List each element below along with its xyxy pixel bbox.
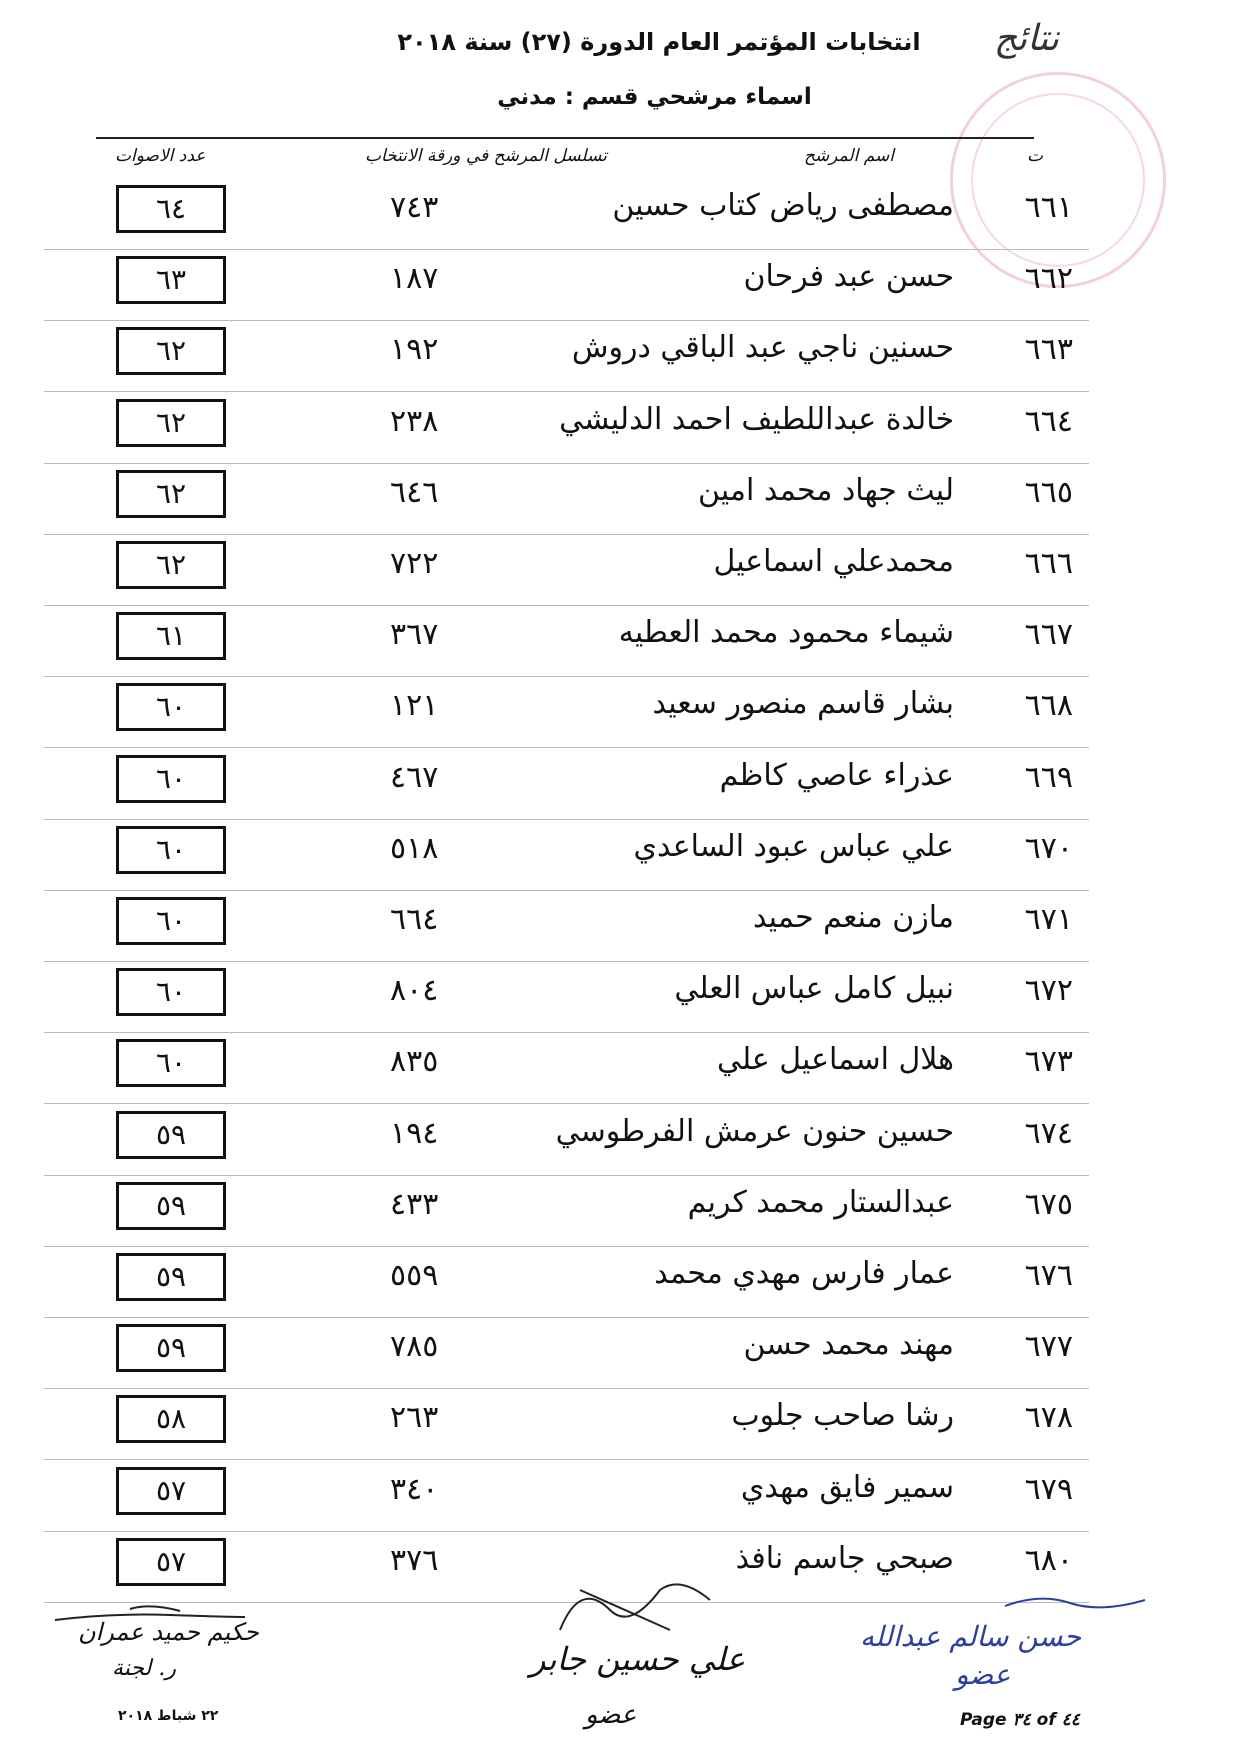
table-row: [0, 392, 1239, 464]
table-row: [0, 1175, 1239, 1247]
candidate-name: خالدة عبداللطيف احمد الدليشي: [559, 401, 954, 437]
candidate-name: رشا صاحب جلوب: [731, 1398, 954, 1434]
ballot-serial: ٦٤٦: [390, 474, 439, 510]
row-number: ٦٨٠: [1024, 1542, 1073, 1578]
vote-count: ٦٢: [116, 470, 226, 518]
center-signature-icon: [540, 1570, 720, 1640]
row-number: ٦٦٩: [1024, 759, 1073, 795]
table-row: [0, 320, 1239, 392]
candidate-name: حسنين ناجي عبد الباقي دروش: [571, 330, 954, 366]
candidate-name: هلال اسماعيل علي: [716, 1042, 954, 1078]
candidate-name: حسين حنون عرمش الفرطوسي: [555, 1113, 954, 1149]
row-number: ٦٦١: [1024, 190, 1073, 225]
table-row: [0, 178, 1239, 250]
table-row: [0, 1032, 1239, 1104]
candidate-name: بشار قاسم منصور سعيد: [652, 686, 954, 722]
row-number: ٦٧٥: [1024, 1186, 1073, 1222]
ballot-serial: ٣٤٠: [390, 1471, 439, 1507]
ballot-serial: ٤٣٣: [390, 1186, 439, 1222]
vote-count: ٥٩: [116, 1182, 226, 1230]
candidate-name: مصطفى رياض كتاب حسين: [612, 188, 954, 223]
page-title: انتخابات المؤتمر العام الدورة (٢٧) سنة ٢٠١٨: [397, 28, 921, 56]
vote-count: ٥٩: [116, 1111, 226, 1159]
column-header-serial: تسلسل المرشح في ورقة الانتخاب: [365, 146, 607, 166]
row-number: ٦٧١: [1024, 902, 1073, 937]
table-row: [0, 961, 1239, 1033]
vote-count: ٥٧: [116, 1538, 226, 1586]
ballot-serial: ٧٢٢: [390, 546, 439, 581]
table-row: [0, 534, 1239, 606]
vote-count: ٦٠: [116, 826, 226, 874]
row-number: ٦٦٤: [1024, 403, 1073, 439]
candidate-name: نبيل كامل عباس العلي: [674, 971, 954, 1007]
vote-count: ٥٩: [116, 1324, 226, 1372]
table-row: [0, 819, 1239, 891]
table-row: [0, 605, 1239, 677]
vote-count: ٦٠: [116, 1039, 226, 1087]
table-row: [0, 1246, 1239, 1318]
row-number: ٦٧٦: [1024, 1258, 1073, 1293]
table-row: [0, 1317, 1239, 1389]
ballot-serial: ٢٦٣: [390, 1400, 439, 1436]
row-number: ٦٧٨: [1024, 1400, 1073, 1436]
vote-count: ٥٨: [116, 1395, 226, 1443]
row-number: ٦٧٠: [1024, 830, 1073, 866]
candidate-name: مهند محمد حسن: [743, 1327, 954, 1363]
row-number: ٦٦٧: [1024, 617, 1073, 653]
results-handwritten: نتائج: [993, 18, 1059, 59]
column-header-seq: ت: [1026, 146, 1043, 166]
candidate-name: شيماء محمود محمد العطيه: [618, 615, 954, 651]
table-row: [0, 249, 1239, 321]
ballot-serial: ١٢١: [390, 688, 439, 724]
ballot-serial: ٣٦٧: [390, 617, 439, 653]
column-header-name: اسم المرشح: [803, 146, 894, 166]
vote-count: ٦٣: [116, 256, 226, 304]
vote-count: ٦٠: [116, 755, 226, 803]
ballot-serial: ٨٠٤: [390, 973, 439, 1009]
candidate-name: عذراء عاصي كاظم: [719, 757, 954, 793]
ballot-serial: ٥١٨: [390, 830, 439, 866]
candidate-name: ليث جهاد محمد امين: [698, 472, 954, 508]
table-row: [0, 748, 1239, 820]
ballot-serial: ٤٦٧: [390, 759, 439, 795]
vote-count: ٦٠: [116, 897, 226, 945]
candidate-name: حسن عبد فرحان: [743, 259, 954, 295]
candidate-name: سمير فايق مهدي: [740, 1469, 954, 1505]
ballot-serial: ٨٣٥: [390, 1044, 439, 1080]
candidate-name: علي عباس عبود الساعدي: [633, 828, 954, 864]
table-row: [0, 890, 1239, 962]
right-signature-role: عضو: [955, 1658, 1011, 1691]
row-number: ٦٦٦: [1024, 546, 1073, 581]
vote-count: ٥٧: [116, 1467, 226, 1515]
table-row: [0, 463, 1239, 535]
ballot-serial: ٦٦٤: [390, 902, 439, 937]
center-signature-role: عضو: [585, 1700, 637, 1730]
ballot-serial: ٣٧٦: [390, 1542, 439, 1578]
ballot-serial: ٧٤٣: [390, 190, 439, 225]
table-row: [0, 676, 1239, 748]
table-row: [0, 1388, 1239, 1460]
ballot-serial: ٢٣٨: [390, 403, 439, 439]
row-number: ٦٦٢: [1024, 261, 1073, 297]
candidate-name: عمار فارس مهدي محمد: [654, 1256, 954, 1291]
ballot-serial: ٧٨٥: [390, 1329, 439, 1365]
row-number: ٦٦٣: [1024, 332, 1073, 368]
right-signature-name: حسن سالم عبدالله: [860, 1620, 1082, 1653]
column-header-votes: عدد الاصوات: [115, 146, 206, 166]
vote-count: ٥٩: [116, 1253, 226, 1301]
vote-count: ٦٢: [116, 399, 226, 447]
row-number: ٦٧٣: [1024, 1044, 1073, 1080]
right-signature-icon: [1000, 1588, 1150, 1618]
vote-count: ٦٢: [116, 541, 226, 589]
row-number: ٦٧٧: [1024, 1329, 1073, 1365]
candidate-name: صبحي جاسم نافذ: [735, 1540, 954, 1576]
row-number: ٦٦٥: [1024, 474, 1073, 510]
page-subtitle: اسماء مرشحي قسم : مدني: [497, 84, 812, 110]
ballot-serial: ١٩٢: [390, 332, 439, 368]
ballot-serial: ٥٥٩: [390, 1258, 439, 1293]
row-number: ٦٧٤: [1024, 1115, 1073, 1151]
footer-date: ٢٢ شباط ٢٠١٨: [118, 1708, 219, 1724]
left-signature-name: حكيم حميد عمران: [78, 1618, 259, 1646]
page-number: Page ٣٤ of ٤٤: [960, 1710, 1080, 1730]
vote-count: ٦٠: [116, 968, 226, 1016]
vote-count: ٦٢: [116, 327, 226, 375]
center-signature-name: علي حسين جابر: [530, 1640, 746, 1678]
candidate-name: مازن منعم حميد: [752, 900, 954, 935]
vote-count: ٦٤: [116, 185, 226, 233]
candidate-name: عبدالستار محمد كريم: [687, 1184, 954, 1220]
row-number: ٦٧٢: [1024, 973, 1073, 1009]
ballot-serial: ١٩٤: [390, 1115, 439, 1151]
vote-count: ٦١: [116, 612, 226, 660]
table-row: [0, 1460, 1239, 1532]
column-header-rule: [96, 137, 1034, 139]
vote-count: ٦٠: [116, 683, 226, 731]
left-signature-role: ر. لجنة: [112, 1656, 176, 1681]
table-row: [0, 1104, 1239, 1176]
row-number: ٦٧٩: [1024, 1471, 1073, 1507]
candidate-name: محمدعلي اسماعيل: [713, 544, 954, 579]
ballot-serial: ١٨٧: [390, 261, 439, 297]
row-number: ٦٦٨: [1024, 688, 1073, 724]
